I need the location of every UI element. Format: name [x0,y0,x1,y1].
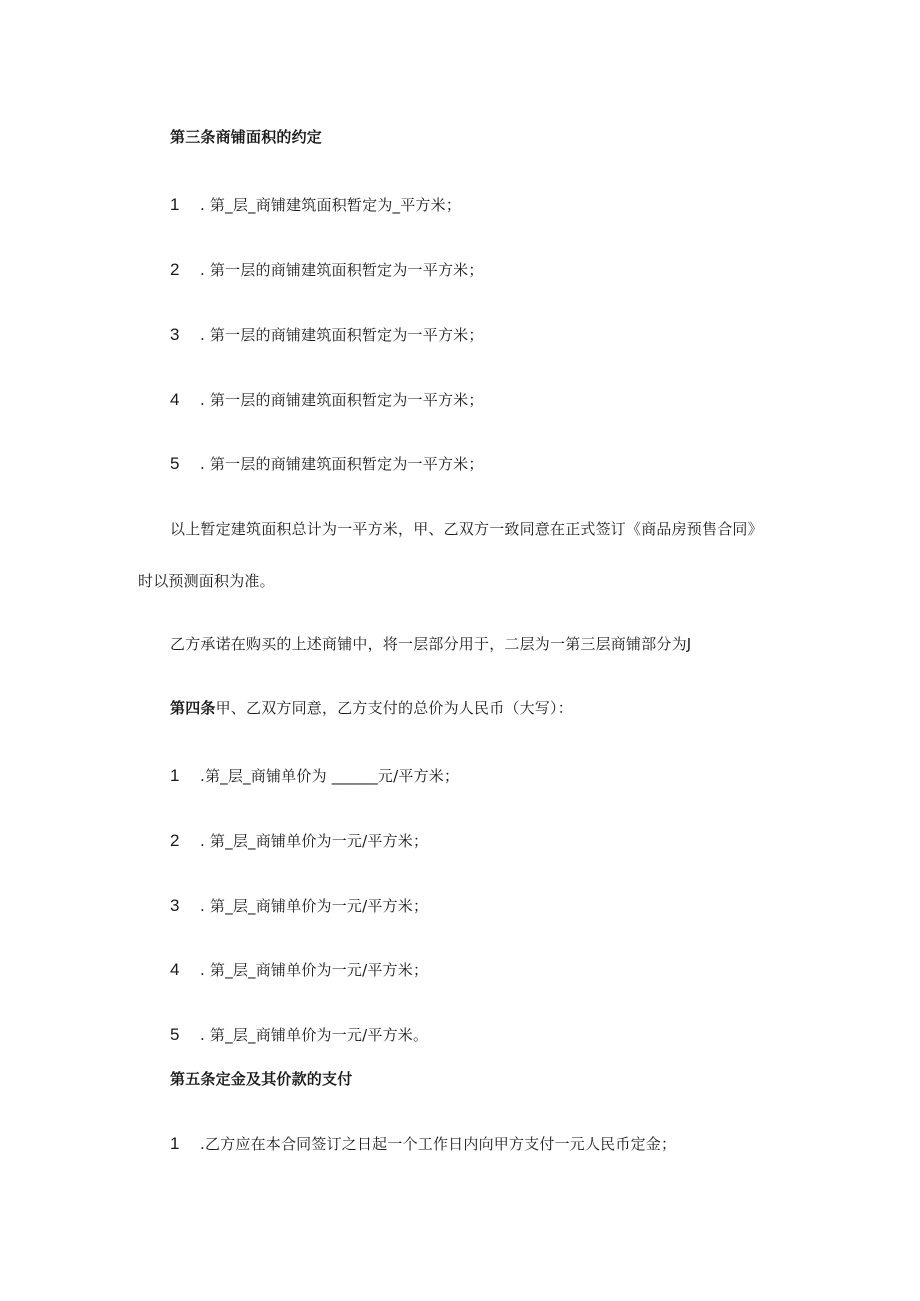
list-item [170,390,484,410]
article4-heading-text: 甲、乙双方同意，乙方支付的总价为人民币（大写）： [215,699,573,717]
item-number: 2 [170,831,180,850]
item-text: . 第_层_商铺单价为一元/平方米； [200,832,429,850]
item-number: 5 [170,454,180,473]
list-item [170,454,484,474]
item-number: 4 [170,390,180,409]
item-number: 5 [170,1025,180,1044]
item-text: . 第_层_商铺单价为一元/平方米； [200,961,429,979]
article3-heading: 第三条商铺面积的约定 [170,128,323,146]
item-text: .乙方应在本合同签订之日起一个工作日内向甲方支付一元人民币定金； [200,1135,677,1153]
list-item [170,766,459,786]
item-number: 1 [170,1134,180,1153]
item-text: . 第_层_商铺单价为一元/平方米； [200,897,429,915]
item-text: . 第一层的商铺建筑面积暂定为一平方米； [200,455,484,473]
paragraph-line: 时以预测面积为准。 [138,572,275,590]
list-item [170,260,484,280]
item-text: . 第_层_商铺建筑面积暂定为_平方米； [200,196,462,214]
item-text: . 第一层的商铺建筑面积暂定为一平方米； [200,391,484,409]
list-item [170,325,484,345]
list-item [170,960,428,980]
item-number: 3 [170,896,180,915]
item-number: 3 [170,325,180,344]
article4-heading-prefix: 第四条 [170,699,216,717]
item-number: 4 [170,960,180,979]
item-text: . 第_层_商铺单价为一元/平方米。 [200,1026,429,1044]
item-text: . 第一层的商铺建筑面积暂定为一平方米； [200,326,484,344]
item-text: .第_层_商铺单价为 ______元/平方米； [200,767,460,785]
paragraph-line: 以上暂定建筑面积总计为一平方米，甲、乙双方一致同意在正式签订《商品房预售合同》 [170,520,763,538]
list-item [170,1134,676,1154]
item-number: 1 [170,766,180,785]
item-text: . 第一层的商铺建筑面积暂定为一平方米； [200,261,484,279]
list-item [170,195,461,215]
list-item [170,896,428,916]
article5-heading: 第五条定金及其价款的支付 [170,1070,353,1088]
commitment-paragraph: 乙方承诺在购买的上述商铺中，将一层部分用于，二层为一第三层商铺部分为J [170,635,692,653]
item-number: 2 [170,260,180,279]
item-number: 1 [170,195,180,214]
article4-heading [170,698,573,718]
list-item [170,831,428,851]
list-item [170,1025,428,1045]
